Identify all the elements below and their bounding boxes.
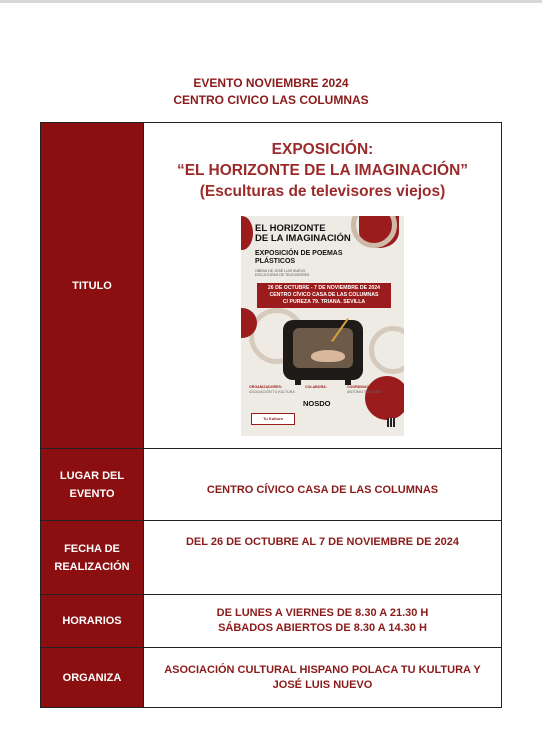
tv-leg-right [345,377,351,385]
poster-circle-left [241,216,253,250]
poster-band-venue: CENTRO CÍVICO CASA DE LAS COLUMNAS [269,292,379,298]
header-event-month: EVENTO NOVIEMBRE 2024 [193,76,349,90]
header-venue: CENTRO CIVICO LAS COLUMNAS [173,93,369,107]
value-organiza [144,648,502,708]
label-horarios: HORARIOS [41,595,144,648]
poster-date-band [257,283,391,308]
event-info-table [40,122,502,708]
poster-organizers [249,385,295,394]
poster-coordination-head: COORDINACIÓN: [347,385,377,389]
exhibition-title: “EL HORIZONTE DE LA IMAGINACIÓN” [176,162,469,179]
poster-coordination [347,385,381,394]
tv-screen [293,328,353,368]
label-lugar [41,449,144,521]
row-fecha [41,521,502,595]
poster-organizers-body: ASOCIACIÓN TU KULTURA [249,389,295,394]
value-horarios [144,595,502,648]
poster-subtitle [255,250,343,265]
label-fecha-line1: FECHA DE [64,542,120,555]
label-fecha [41,521,144,595]
nosdo-logo: NOSDO [303,399,331,408]
poster-coordination-body: ANTONIO SÁNCHEZ [347,389,382,394]
poster-organizers-head: ORGANIZADORES: [249,385,283,389]
organiza-line2: JOSÉ LUIS NUEVO [272,678,373,691]
tv-leg-left [295,377,301,385]
value-lugar: CENTRO CÍVICO CASA DE LAS COLUMNAS [144,449,502,521]
tv-figure [311,350,345,362]
tu-kultura-logo: Tu Kultura [251,413,295,425]
row-titulo [41,123,502,449]
poster-credits [255,269,309,277]
poster-subtitle-line1: EXPOSICIÓN DE POEMAS [255,250,343,257]
horarios-saturdays: SÁBADOS ABIERTOS DE 8.30 A 14.30 H [218,622,427,634]
horarios-weekdays: DE LUNES A VIERNES DE 8.30 A 21.30 H [216,607,429,619]
organiza-line1: ASOCIACIÓN CULTURAL HISPANO POLACA TU KULTURA Y [164,663,481,676]
poster-collaborator-head: COLABORA: [305,385,327,389]
poster-band-dates: 26 DE OCTUBRE - 7 DE NOVIEMBRE DE 2024 [267,285,381,291]
value-fecha: DEL 26 DE OCTUBRE AL 7 DE NOVIEMBRE DE 2024 [144,521,502,595]
poster-band-address: C/ PUREZA 79. TRIANA. SEVILLA [282,299,366,305]
poster-title [255,224,351,244]
poster-collaborator [305,385,327,390]
poster-subtitle-line2: PLÁSTICOS [255,257,296,265]
exhibition-heading: EXPOSICIÓN: [271,141,374,158]
label-lugar-line2: EVENTO [69,487,115,500]
value-titulo [144,123,502,449]
row-organiza [41,648,502,708]
poster-title-line1: EL HORIZONTE [255,223,326,234]
qr-code-icon [387,418,396,427]
poster-circle-bottom [365,376,404,420]
top-border [0,0,542,3]
label-fecha-line2: REALIZACIÓN [54,560,130,573]
label-organiza: ORGANIZA [41,648,144,708]
row-horarios [41,595,502,648]
event-poster [241,216,404,436]
row-lugar [41,449,502,521]
poster-credits-line2: ESCULTURAS DE TELEVISORES [255,273,310,277]
poster-title-line2: DE LA IMAGINACIÓN [255,233,351,244]
exhibition-subtitle: (Esculturas de televisores viejos) [199,183,446,200]
label-titulo: TITULO [41,123,144,449]
poster-credits-line1: OBRAS DE JOSÉ LUIS NUEVO [255,269,306,273]
television-sculpture-image [283,320,363,380]
label-lugar-line1: LUGAR DEL [59,469,125,482]
poster-ring-right [369,326,404,374]
